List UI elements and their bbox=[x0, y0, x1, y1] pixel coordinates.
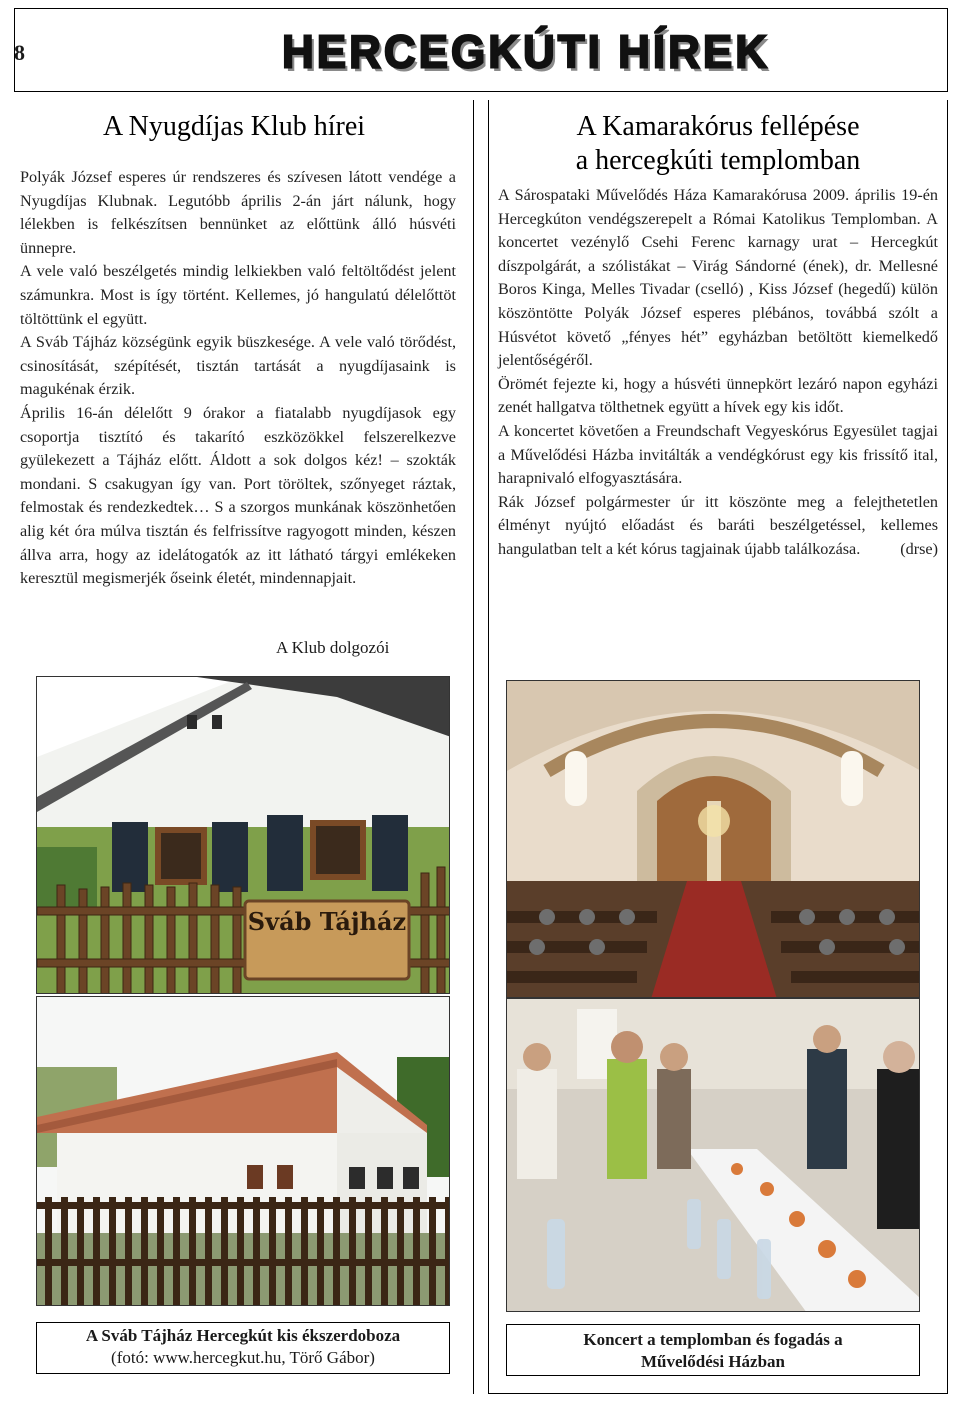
caption-right-line1: Koncert a templomban és fogadás a bbox=[583, 1330, 843, 1349]
right-title-line2: a hercegkúti templomban bbox=[575, 145, 861, 176]
caption-right-line2: Művelődési Házban bbox=[640, 1352, 786, 1371]
right-paragraph-text: Rák József polgármester úr itt köszönte meg a felejthetetlen élményt nyújtó előadást és baráti beszélgetéssel, kellemes hangulatban telt a két kórus tagjainak újabb találkozása. bbox=[498, 492, 938, 558]
masthead-title: HERCEGKÚTI HÍREK bbox=[282, 26, 771, 79]
photo-reception bbox=[506, 998, 920, 1312]
right-article-signature: (drse) bbox=[900, 539, 938, 558]
reception-illustration bbox=[507, 999, 920, 1312]
right-article-title bbox=[498, 110, 938, 178]
right-article-body bbox=[498, 184, 938, 562]
left-paragraph: A vele való beszélgetés mindig lelkiekben való feltöltődést jelent számunkra. Most is így történt. Kellemes, jó hangulatú délelőttöt töltöttünk el együtt. bbox=[20, 262, 456, 328]
church-interior-illustration bbox=[507, 681, 920, 998]
house-front-illustration bbox=[37, 677, 450, 994]
photo-church-interior bbox=[506, 680, 920, 998]
right-paragraph: A koncertet követően a Freundschaft Vegyeskórus Egyesület tagjai a Művelődési Házba invitálták a vendégkórust egy kis frissítő ital, harapnivaló elfogyasztására. bbox=[498, 421, 938, 488]
right-paragraph: Örömét fejezte ki, hogy a húsvéti ünnepkört lezáró napon egyházi zenét hallgatva tölthetnek együtt a hívek egy kis időt. bbox=[498, 374, 938, 417]
caption-left-title: A Sváb Tájház Hercegkút kis ékszerdoboza bbox=[85, 1326, 401, 1345]
left-article-signature: A Klub dolgozói bbox=[276, 638, 390, 657]
caption-left-credit: (fotó: www.hercegkut.hu, Törő Gábor) bbox=[111, 1348, 375, 1367]
right-title-line1: A Kamarakórus fellépése bbox=[576, 111, 860, 142]
photo-house-side bbox=[36, 996, 450, 1306]
caption-right bbox=[506, 1324, 920, 1376]
caption-left bbox=[36, 1322, 450, 1374]
photo-house-front bbox=[36, 676, 450, 994]
house-side-illustration bbox=[37, 997, 450, 1306]
left-article-title: A Nyugdíjas Klub hírei bbox=[102, 111, 366, 142]
left-paragraph: Április 16-án délelőtt 9 órakor a fiatalabb nyugdíjasok egy csoportja tisztító és takarító eszközökkel felszerelkezve gyülekezett a Tájház előtt. Áldott a sok dolgos kéz! – szokták mondani. S csakugyan így van. Port töröltek, szőnyeget ráztak, felmostak és rendezkedtek… S a szorgos munkának köszönhetően alig két óra múlva tisztán és felfrissítve ragyogott minden, készen állva arra, hogy az idelátogatók az itt látható tárgyi emlékeken keresztül megismerjék őseink életét, mindennapjait. bbox=[20, 403, 456, 588]
left-paragraph: Polyák József esperes úr rendszeres és szívesen látott vendége a Nyugdíjas Klubnak. Legutóbb április 2-án járt nálunk, hogy lélekben is felkészítsen bennünket az előttünk álló húsvéti ünnepre. bbox=[20, 168, 456, 257]
right-paragraph: A Sárospataki Művelődés Háza Kamarakórusa 2009. április 19-én Hercegkúton vendégszerepelt a Római Katolikus Templomban. A koncertet vezénylő Csehi Ferenc karnagy urat – Hercegkút díszpolgárát, a szólistákat – Virág Sándorné (ének), dr. Mellesné Boros Kinga, Melles Tivadar (cselló) , Kiss József (hegedű) külön köszöntötte Polyák József esperes plébános, továbbá szólt a Húsvétot követő „fényes hét” egyházban betöltött kiemelkedő jelentőségéről. bbox=[498, 186, 938, 370]
right-article bbox=[488, 100, 948, 670]
left-article bbox=[14, 100, 474, 670]
sign-text: Sváb Tájház bbox=[247, 907, 407, 936]
left-paragraph: A Sváb Tájház községünk egyik büszkesége. A vele való törődést, csinosítását, szépítését, tisztán tartását a nyugdíjasaink is magukénak érzik. bbox=[20, 333, 456, 399]
page-number: 8 bbox=[14, 40, 25, 65]
left-article-body bbox=[20, 166, 456, 591]
right-paragraph-last bbox=[498, 491, 938, 562]
